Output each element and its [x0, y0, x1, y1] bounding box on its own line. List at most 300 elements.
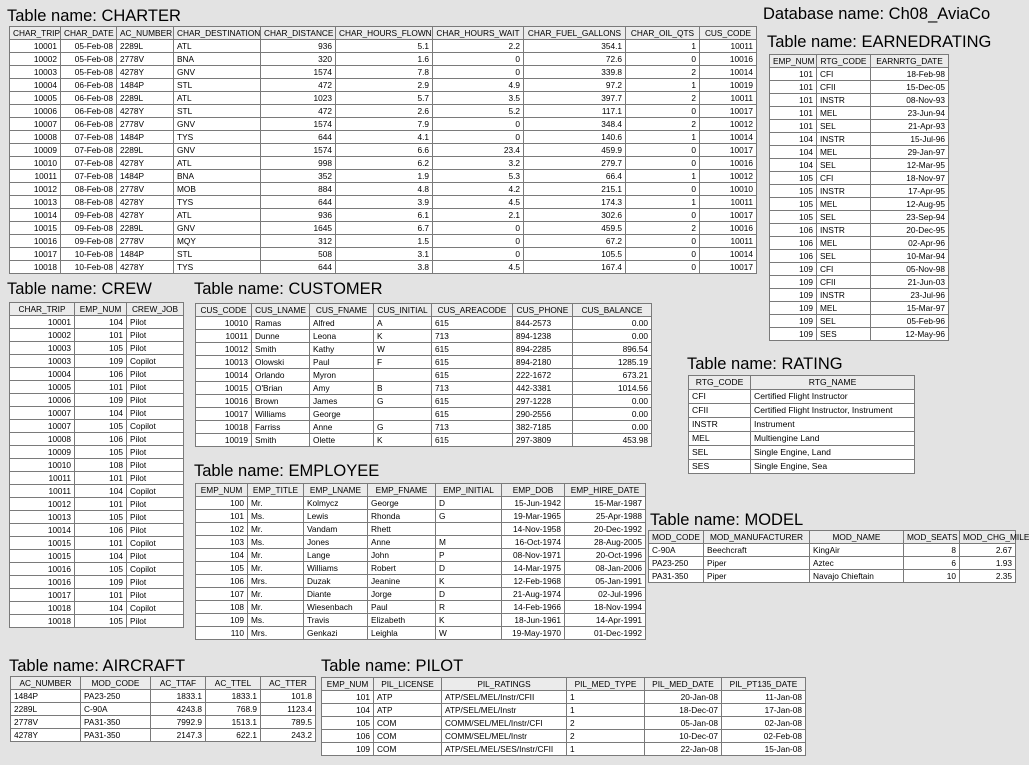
table-cell: 615 — [432, 356, 513, 369]
table-cell: 0.00 — [573, 421, 652, 434]
table-cell: CFII — [817, 81, 871, 94]
table-row — [10, 381, 184, 394]
table-cell: 2289L — [117, 144, 174, 157]
table-cell: 101 — [75, 537, 127, 550]
table-row — [196, 549, 646, 562]
table-cell: 768.9 — [206, 703, 261, 716]
table-cell: 0 — [433, 131, 524, 144]
table-cell: ATL — [174, 157, 261, 170]
table-cell: 1484P — [117, 79, 174, 92]
table-cell: 06-Feb-08 — [61, 118, 117, 131]
table-cell: 10019 — [196, 434, 252, 447]
table-cell: 10007 — [10, 407, 75, 420]
table-cell: MEL — [817, 302, 871, 315]
table-row — [689, 432, 915, 446]
table-cell: 10006 — [10, 105, 61, 118]
column-header: AC_TTER — [261, 677, 316, 690]
table-row — [10, 342, 184, 355]
table-cell: 1833.1 — [206, 690, 261, 703]
table-cell: 104 — [75, 407, 127, 420]
table-cell: 02-Jan-08 — [722, 717, 806, 730]
table-cell: 10009 — [10, 446, 75, 459]
table-cell: 17-Jan-08 — [722, 704, 806, 717]
table-cell: 10003 — [10, 342, 75, 355]
table-cell: 10017 — [700, 209, 757, 222]
table-cell: R — [436, 601, 502, 614]
table-cell: 05-Feb-08 — [61, 53, 117, 66]
table-cell: 4278Y — [117, 66, 174, 79]
model-table — [648, 530, 1029, 583]
table-cell: 10017 — [10, 589, 75, 602]
table-cell: Ms. — [248, 536, 304, 549]
table-cell: 05-Jan-1991 — [565, 575, 646, 588]
table-cell: Certified Flight Instructor, Instrument — [751, 404, 915, 418]
table-cell: 15-Mar-1987 — [565, 497, 646, 510]
table-cell: ATP — [374, 704, 442, 717]
table-cell: 4278Y — [117, 261, 174, 274]
table-row — [196, 562, 646, 575]
table-cell: 10011 — [10, 472, 75, 485]
table-row — [10, 368, 184, 381]
table-cell: 108 — [75, 459, 127, 472]
table-cell: 08-Nov-93 — [871, 94, 949, 107]
table-cell: PA23-250 — [81, 690, 151, 703]
table-cell: 2 — [567, 717, 645, 730]
table-cell: 108 — [196, 601, 248, 614]
table-cell: GNV — [174, 144, 261, 157]
column-header: CHAR_TRIP — [10, 303, 75, 316]
table-row — [322, 743, 806, 756]
table-row — [10, 248, 757, 261]
table-row — [770, 198, 949, 211]
table-cell: G — [374, 395, 432, 408]
table-cell: Certified Flight Instructor — [751, 390, 915, 404]
table-cell: 4278Y — [117, 209, 174, 222]
table-cell: 105.5 — [524, 248, 626, 261]
table-cell: 106 — [770, 237, 817, 250]
table-cell: 10004 — [10, 368, 75, 381]
table-cell: 10010 — [196, 317, 252, 330]
table-cell: PA31-350 — [81, 729, 151, 742]
table-cell: 104 — [75, 550, 127, 563]
table-cell: INSTR — [817, 94, 871, 107]
table-cell: Jones — [304, 536, 368, 549]
table-cell: 2778V — [117, 118, 174, 131]
table-cell: 0 — [433, 248, 524, 261]
table-cell: 0 — [626, 235, 700, 248]
table-cell: 3.1 — [336, 248, 433, 261]
table-row — [10, 446, 184, 459]
table-cell: 10018 — [196, 421, 252, 434]
table-row — [196, 317, 652, 330]
table-cell: 12-Mar-95 — [871, 159, 949, 172]
model-header-row — [649, 531, 1016, 544]
table-cell: Piper — [704, 570, 810, 583]
table-row — [196, 614, 646, 627]
table-cell: 10-Feb-08 — [61, 248, 117, 261]
column-header: CUS_CODE — [700, 27, 757, 40]
column-header: PIL_MED_DATE — [645, 678, 722, 691]
table-cell: 5.2 — [433, 105, 524, 118]
table-cell: 644 — [261, 196, 336, 209]
table-cell: Anne — [368, 536, 436, 549]
column-header: PIL_PT135_DATE — [722, 678, 806, 691]
table-cell: 174.3 — [524, 196, 626, 209]
table-cell: 101 — [770, 81, 817, 94]
table-cell: 105 — [75, 446, 127, 459]
table-cell: 2.9 — [336, 79, 433, 92]
table-cell: Orlando — [252, 369, 310, 382]
table-cell: 453.98 — [573, 434, 652, 447]
table-cell: Copilot — [127, 602, 184, 615]
table-cell: 713 — [432, 421, 513, 434]
table-cell: 4.5 — [433, 196, 524, 209]
table-cell: 67.2 — [524, 235, 626, 248]
table-cell: 10013 — [10, 196, 61, 209]
table-cell: CFII — [817, 276, 871, 289]
table-row — [10, 524, 184, 537]
table-cell: 07-Feb-08 — [61, 144, 117, 157]
table-cell: 19-May-1970 — [502, 627, 565, 640]
table-cell: 109 — [75, 576, 127, 589]
table-cell: 3.8 — [336, 261, 433, 274]
table-cell: 10003 — [10, 66, 61, 79]
table-cell: 15-Dec-05 — [871, 81, 949, 94]
table-cell: 107 — [196, 588, 248, 601]
table-cell: 2 — [626, 118, 700, 131]
table-cell: CFI — [817, 263, 871, 276]
table-cell: 101 — [322, 691, 374, 704]
table-cell: 101 — [75, 329, 127, 342]
table-cell: Williams — [252, 408, 310, 421]
column-header: MOD_NAME — [810, 531, 904, 544]
table-cell: BNA — [174, 53, 261, 66]
table-cell: Smith — [252, 434, 310, 447]
table-cell: Robert — [368, 562, 436, 575]
table-cell: 894-1238 — [513, 330, 573, 343]
table-row — [10, 485, 184, 498]
table-row — [196, 369, 652, 382]
table-cell: 4.5 — [433, 261, 524, 274]
table-row — [10, 79, 757, 92]
table-cell: 1123.4 — [261, 703, 316, 716]
table-cell: K — [374, 434, 432, 447]
column-header: EARNRTG_DATE — [871, 55, 949, 68]
table-cell: MEL — [817, 146, 871, 159]
table-cell: 10011 — [700, 40, 757, 53]
table-row — [196, 497, 646, 510]
table-cell: 397.7 — [524, 92, 626, 105]
table-cell: D — [436, 497, 502, 510]
table-cell: Pilot — [127, 342, 184, 355]
table-cell: Leona — [310, 330, 374, 343]
column-header: CUS_LNAME — [252, 304, 310, 317]
table-cell: Paul — [368, 601, 436, 614]
table-cell: 6.1 — [336, 209, 433, 222]
table-cell: W — [374, 343, 432, 356]
table-cell: 713 — [432, 382, 513, 395]
table-row — [10, 498, 184, 511]
table-cell: 894-2180 — [513, 356, 573, 369]
table-row — [770, 289, 949, 302]
table-cell: Copilot — [127, 485, 184, 498]
column-header: CHAR_DATE — [61, 27, 117, 40]
table-row — [10, 615, 184, 628]
table-cell: PA31-350 — [649, 570, 704, 583]
table-row — [689, 446, 915, 460]
table-cell: 0.00 — [573, 317, 652, 330]
table-cell: 10007 — [10, 118, 61, 131]
table-row — [10, 550, 184, 563]
table-cell: STL — [174, 105, 261, 118]
column-header: AC_NUMBER — [11, 677, 81, 690]
table-cell: ATP/SEL/MEL/Instr — [442, 704, 567, 717]
table-cell: 2 — [626, 222, 700, 235]
table-cell: 105 — [770, 172, 817, 185]
table-cell: MEL — [817, 107, 871, 120]
column-header: RTG_CODE — [689, 376, 751, 390]
table-cell: Wiesenbach — [304, 601, 368, 614]
table-cell: PA23-250 — [649, 557, 704, 570]
table-cell: 10014 — [700, 66, 757, 79]
table-cell: 673.21 — [573, 369, 652, 382]
table-cell: 1484P — [117, 248, 174, 261]
table-cell: Duzak — [304, 575, 368, 588]
table-cell: 0 — [433, 222, 524, 235]
table-cell: 06-Feb-08 — [61, 79, 117, 92]
table-cell: SEL — [817, 159, 871, 172]
table-cell: Copilot — [127, 355, 184, 368]
table-cell: 2289L — [117, 40, 174, 53]
table-cell: Aztec — [810, 557, 904, 570]
table-row — [649, 570, 1016, 583]
table-cell: COMM/SEL/MEL/Instr/CFI — [442, 717, 567, 730]
table-cell: 104 — [322, 704, 374, 717]
table-cell: Mr. — [248, 588, 304, 601]
table-cell: 0 — [626, 209, 700, 222]
table-cell: 7.8 — [336, 66, 433, 79]
table-cell: 2 — [626, 66, 700, 79]
table-cell: 4278Y — [117, 105, 174, 118]
table-cell: Ms. — [248, 614, 304, 627]
table-cell: 998 — [261, 157, 336, 170]
table-cell: 10016 — [10, 563, 75, 576]
table-cell: 01-Dec-1992 — [565, 627, 646, 640]
table-row — [10, 235, 757, 248]
table-cell: CFII — [689, 404, 751, 418]
table-cell: 14-Feb-1966 — [502, 601, 565, 614]
table-cell: K — [374, 330, 432, 343]
table-cell: Leighla — [368, 627, 436, 640]
table-cell — [374, 408, 432, 421]
column-header: PIL_MED_TYPE — [567, 678, 645, 691]
table-cell: BNA — [174, 170, 261, 183]
table-cell: 4278Y — [117, 196, 174, 209]
table-cell: 08-Feb-08 — [61, 183, 117, 196]
table-row — [10, 209, 757, 222]
table-cell: STL — [174, 248, 261, 261]
table-cell: 09-Feb-08 — [61, 222, 117, 235]
table-cell: 302.6 — [524, 209, 626, 222]
table-cell: Lewis — [304, 510, 368, 523]
table-cell: 10016 — [10, 235, 61, 248]
table-row — [10, 157, 757, 170]
table-cell: 10018 — [10, 602, 75, 615]
table-cell: 1 — [567, 743, 645, 756]
table-cell: 243.2 — [261, 729, 316, 742]
table-cell: 1484P — [11, 690, 81, 703]
table-cell: 104 — [75, 316, 127, 329]
table-cell: Mrs. — [248, 575, 304, 588]
table-cell: 101 — [770, 107, 817, 120]
table-cell: 10011 — [10, 170, 61, 183]
table-cell: Pilot — [127, 459, 184, 472]
table-row — [770, 172, 949, 185]
table-cell: COM — [374, 730, 442, 743]
table-cell: 10008 — [10, 131, 61, 144]
table-cell: 844-2573 — [513, 317, 573, 330]
table-cell: 615 — [432, 408, 513, 421]
table-cell: Beechcraft — [704, 544, 810, 557]
column-header: MOD_CODE — [81, 677, 151, 690]
table-cell: 10013 — [10, 511, 75, 524]
table-cell: 02-Jul-1996 — [565, 588, 646, 601]
column-header: EMP_NUM — [770, 55, 817, 68]
column-header: EMP_NUM — [196, 484, 248, 497]
table-cell: 442-3381 — [513, 382, 573, 395]
table-cell: Pilot — [127, 550, 184, 563]
table-cell: Amy — [310, 382, 374, 395]
table-row — [10, 196, 757, 209]
table-cell: P — [436, 549, 502, 562]
table-cell: 1 — [626, 170, 700, 183]
aircraft-table-title: Table name: AIRCRAFT — [9, 657, 186, 675]
table-cell: 1285.19 — [573, 356, 652, 369]
table-cell: 10011 — [700, 235, 757, 248]
crew-table — [9, 302, 184, 628]
table-cell: Brown — [252, 395, 310, 408]
table-cell: 0 — [626, 248, 700, 261]
table-cell: 23.4 — [433, 144, 524, 157]
table-cell: 10017 — [196, 408, 252, 421]
table-cell: 11-Jan-08 — [722, 691, 806, 704]
rating-table — [688, 375, 915, 474]
table-cell: G — [374, 421, 432, 434]
table-row — [689, 460, 915, 474]
table-cell: Instrument — [751, 418, 915, 432]
table-cell: 297-3809 — [513, 434, 573, 447]
table-cell: MOB — [174, 183, 261, 196]
table-cell: Single Engine, Sea — [751, 460, 915, 474]
table-cell: 1 — [567, 704, 645, 717]
table-row — [196, 601, 646, 614]
table-cell: 10 — [904, 570, 960, 583]
table-row — [770, 94, 949, 107]
column-header: PIL_RATINGS — [442, 678, 567, 691]
table-cell: SEL — [817, 250, 871, 263]
earnedrating-table-title: Table name: EARNEDRATING — [767, 33, 992, 51]
table-cell: 17-Apr-95 — [871, 185, 949, 198]
table-cell: INSTR — [817, 224, 871, 237]
column-header: CUS_CODE — [196, 304, 252, 317]
table-row — [10, 131, 757, 144]
table-cell: 10011 — [700, 92, 757, 105]
column-header: MOD_CHG_MILE — [960, 531, 1016, 544]
table-cell: 18-Feb-98 — [871, 68, 949, 81]
table-cell: James — [310, 395, 374, 408]
model-table-title: Table name: MODEL — [650, 511, 804, 529]
table-cell: 2 — [567, 730, 645, 743]
rating-table-title: Table name: RATING — [687, 355, 843, 373]
table-cell: 10010 — [10, 459, 75, 472]
table-row — [196, 510, 646, 523]
table-row — [770, 302, 949, 315]
table-cell: D — [436, 562, 502, 575]
customer-header-row — [196, 304, 652, 317]
table-cell: Pilot — [127, 407, 184, 420]
table-cell: Lange — [304, 549, 368, 562]
table-cell: 352 — [261, 170, 336, 183]
table-cell: 4.9 — [433, 79, 524, 92]
table-cell: Dunne — [252, 330, 310, 343]
table-row — [10, 105, 757, 118]
table-cell: 1574 — [261, 66, 336, 79]
table-cell: 10017 — [700, 105, 757, 118]
column-header: EMP_DOB — [502, 484, 565, 497]
table-row — [10, 537, 184, 550]
table-cell: 2778V — [11, 716, 81, 729]
table-cell: 10012 — [700, 170, 757, 183]
column-header: CUS_FNAME — [310, 304, 374, 317]
table-cell: 6.6 — [336, 144, 433, 157]
table-cell: 05-Nov-98 — [871, 263, 949, 276]
table-cell: 5.7 — [336, 92, 433, 105]
table-row — [322, 717, 806, 730]
column-header: EMP_LNAME — [304, 484, 368, 497]
table-cell: 2778V — [117, 183, 174, 196]
table-cell: INSTR — [817, 185, 871, 198]
column-header: CUS_INITIAL — [374, 304, 432, 317]
table-cell: 101 — [770, 120, 817, 133]
table-cell: 10014 — [700, 131, 757, 144]
table-cell: SEL — [817, 211, 871, 224]
table-cell: 10010 — [700, 183, 757, 196]
table-cell: COMM/SEL/MEL/Instr — [442, 730, 567, 743]
column-header: CHAR_DESTINATION — [174, 27, 261, 40]
table-cell: 1484P — [117, 170, 174, 183]
table-cell: 1484P — [117, 131, 174, 144]
table-row — [11, 690, 316, 703]
table-cell: 508 — [261, 248, 336, 261]
column-header: AC_TTAF — [151, 677, 206, 690]
table-cell: Williams — [304, 562, 368, 575]
table-cell: 1 — [626, 131, 700, 144]
table-cell: MQY — [174, 235, 261, 248]
table-row — [322, 704, 806, 717]
table-cell: 10002 — [10, 53, 61, 66]
table-cell: 14-Apr-1991 — [565, 614, 646, 627]
table-row — [770, 81, 949, 94]
table-cell: 279.7 — [524, 157, 626, 170]
table-cell: 936 — [261, 40, 336, 53]
table-cell: 18-Jun-1961 — [502, 614, 565, 627]
table-row — [322, 691, 806, 704]
table-cell: 117.1 — [524, 105, 626, 118]
table-cell: O'Brian — [252, 382, 310, 395]
table-row — [770, 68, 949, 81]
table-row — [196, 536, 646, 549]
table-cell: 05-Jan-08 — [645, 717, 722, 730]
